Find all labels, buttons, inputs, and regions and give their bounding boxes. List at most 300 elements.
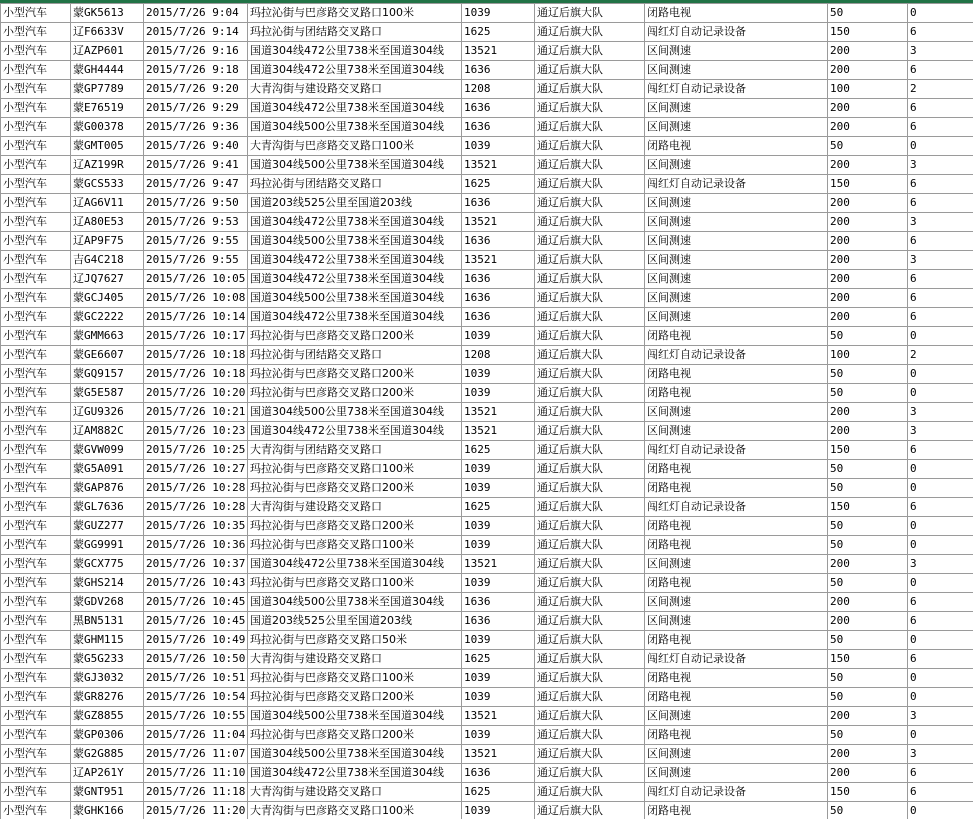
device-type-cell[interactable]: 闭路电视 [645, 365, 828, 384]
datetime-cell[interactable]: 2015/7/26 11:18 [144, 783, 248, 802]
points-cell[interactable]: 6 [908, 23, 973, 42]
datetime-cell[interactable]: 2015/7/26 10:45 [144, 612, 248, 631]
unit-cell[interactable]: 通辽后旗大队 [535, 289, 645, 308]
fine-cell[interactable]: 50 [828, 460, 908, 479]
points-cell[interactable]: 6 [908, 650, 973, 669]
device-type-cell[interactable]: 闭路电视 [645, 137, 828, 156]
fine-cell[interactable]: 50 [828, 574, 908, 593]
points-cell[interactable]: 0 [908, 574, 973, 593]
datetime-cell[interactable]: 2015/7/26 10:05 [144, 270, 248, 289]
points-cell[interactable]: 6 [908, 498, 973, 517]
vehicle-type-cell[interactable]: 小型汽车 [1, 612, 71, 631]
code-cell[interactable]: 1625 [462, 23, 535, 42]
device-type-cell[interactable]: 闭路电视 [645, 327, 828, 346]
unit-cell[interactable]: 通辽后旗大队 [535, 650, 645, 669]
fine-cell[interactable]: 150 [828, 441, 908, 460]
vehicle-type-cell[interactable]: 小型汽车 [1, 745, 71, 764]
unit-cell[interactable]: 通辽后旗大队 [535, 593, 645, 612]
plate-number-cell[interactable]: 蒙GQ9157 [71, 365, 144, 384]
vehicle-type-cell[interactable]: 小型汽车 [1, 213, 71, 232]
code-cell[interactable]: 1636 [462, 232, 535, 251]
location-cell[interactable]: 大青沟街与建设路交叉路口 [248, 650, 462, 669]
plate-number-cell[interactable]: 蒙G5A091 [71, 460, 144, 479]
unit-cell[interactable]: 通辽后旗大队 [535, 517, 645, 536]
code-cell[interactable]: 1625 [462, 783, 535, 802]
code-cell[interactable]: 13521 [462, 422, 535, 441]
fine-cell[interactable]: 50 [828, 631, 908, 650]
code-cell[interactable]: 1208 [462, 346, 535, 365]
unit-cell[interactable]: 通辽后旗大队 [535, 802, 645, 819]
datetime-cell[interactable]: 2015/7/26 10:51 [144, 669, 248, 688]
code-cell[interactable]: 13521 [462, 555, 535, 574]
unit-cell[interactable]: 通辽后旗大队 [535, 99, 645, 118]
fine-cell[interactable]: 50 [828, 4, 908, 23]
plate-number-cell[interactable]: 辽A80E53 [71, 213, 144, 232]
datetime-cell[interactable]: 2015/7/26 9:41 [144, 156, 248, 175]
location-cell[interactable]: 国道304线472公里738米至国道304线 [248, 42, 462, 61]
datetime-cell[interactable]: 2015/7/26 10:23 [144, 422, 248, 441]
code-cell[interactable]: 1039 [462, 327, 535, 346]
points-cell[interactable]: 0 [908, 4, 973, 23]
fine-cell[interactable]: 50 [828, 517, 908, 536]
datetime-cell[interactable]: 2015/7/26 10:45 [144, 593, 248, 612]
vehicle-type-cell[interactable]: 小型汽车 [1, 403, 71, 422]
points-cell[interactable]: 0 [908, 669, 973, 688]
location-cell[interactable]: 大青沟街与团结路交叉路口 [248, 441, 462, 460]
unit-cell[interactable]: 通辽后旗大队 [535, 384, 645, 403]
unit-cell[interactable]: 通辽后旗大队 [535, 764, 645, 783]
location-cell[interactable]: 国道304线472公里738米至国道304线 [248, 308, 462, 327]
device-type-cell[interactable]: 闭路电视 [645, 688, 828, 707]
device-type-cell[interactable]: 区间测速 [645, 612, 828, 631]
fine-cell[interactable]: 200 [828, 232, 908, 251]
datetime-cell[interactable]: 2015/7/26 11:04 [144, 726, 248, 745]
plate-number-cell[interactable]: 辽AM882C [71, 422, 144, 441]
datetime-cell[interactable]: 2015/7/26 10:35 [144, 517, 248, 536]
plate-number-cell[interactable]: 蒙GK5613 [71, 4, 144, 23]
location-cell[interactable]: 大青沟街与建设路交叉路口 [248, 783, 462, 802]
fine-cell[interactable]: 200 [828, 99, 908, 118]
vehicle-type-cell[interactable]: 小型汽车 [1, 479, 71, 498]
vehicle-type-cell[interactable]: 小型汽车 [1, 118, 71, 137]
vehicle-type-cell[interactable]: 小型汽车 [1, 384, 71, 403]
unit-cell[interactable]: 通辽后旗大队 [535, 4, 645, 23]
points-cell[interactable]: 3 [908, 156, 973, 175]
plate-number-cell[interactable]: 蒙E76519 [71, 99, 144, 118]
points-cell[interactable]: 3 [908, 555, 973, 574]
plate-number-cell[interactable]: 蒙GHK166 [71, 802, 144, 819]
datetime-cell[interactable]: 2015/7/26 10:49 [144, 631, 248, 650]
plate-number-cell[interactable]: 蒙G2G885 [71, 745, 144, 764]
vehicle-type-cell[interactable]: 小型汽车 [1, 517, 71, 536]
device-type-cell[interactable]: 闭路电视 [645, 574, 828, 593]
fine-cell[interactable]: 200 [828, 156, 908, 175]
datetime-cell[interactable]: 2015/7/26 10:18 [144, 365, 248, 384]
code-cell[interactable]: 1039 [462, 669, 535, 688]
plate-number-cell[interactable]: 蒙GE6607 [71, 346, 144, 365]
code-cell[interactable]: 13521 [462, 156, 535, 175]
code-cell[interactable]: 13521 [462, 251, 535, 270]
code-cell[interactable]: 1039 [462, 536, 535, 555]
code-cell[interactable]: 1636 [462, 61, 535, 80]
plate-number-cell[interactable]: 蒙GP0306 [71, 726, 144, 745]
code-cell[interactable]: 1039 [462, 137, 535, 156]
code-cell[interactable]: 1625 [462, 650, 535, 669]
location-cell[interactable]: 玛拉沁街与巴彦路交叉路口200米 [248, 479, 462, 498]
device-type-cell[interactable]: 闯红灯自动记录设备 [645, 175, 828, 194]
points-cell[interactable]: 0 [908, 384, 973, 403]
fine-cell[interactable]: 50 [828, 327, 908, 346]
unit-cell[interactable]: 通辽后旗大队 [535, 137, 645, 156]
fine-cell[interactable]: 200 [828, 42, 908, 61]
plate-number-cell[interactable]: 辽GU9326 [71, 403, 144, 422]
unit-cell[interactable]: 通辽后旗大队 [535, 270, 645, 289]
vehicle-type-cell[interactable]: 小型汽车 [1, 688, 71, 707]
points-cell[interactable]: 3 [908, 707, 973, 726]
code-cell[interactable]: 1039 [462, 574, 535, 593]
unit-cell[interactable]: 通辽后旗大队 [535, 346, 645, 365]
code-cell[interactable]: 1039 [462, 384, 535, 403]
plate-number-cell[interactable]: 黑BN5131 [71, 612, 144, 631]
unit-cell[interactable]: 通辽后旗大队 [535, 726, 645, 745]
fine-cell[interactable]: 200 [828, 61, 908, 80]
points-cell[interactable]: 0 [908, 479, 973, 498]
code-cell[interactable]: 1039 [462, 726, 535, 745]
points-cell[interactable]: 3 [908, 403, 973, 422]
fine-cell[interactable]: 200 [828, 270, 908, 289]
unit-cell[interactable]: 通辽后旗大队 [535, 156, 645, 175]
unit-cell[interactable]: 通辽后旗大队 [535, 23, 645, 42]
plate-number-cell[interactable]: 蒙GCJ405 [71, 289, 144, 308]
fine-cell[interactable]: 50 [828, 137, 908, 156]
unit-cell[interactable]: 通辽后旗大队 [535, 783, 645, 802]
plate-number-cell[interactable]: 蒙GP7789 [71, 80, 144, 99]
points-cell[interactable]: 6 [908, 270, 973, 289]
datetime-cell[interactable]: 2015/7/26 11:10 [144, 764, 248, 783]
location-cell[interactable]: 国道304线500公里738米至国道304线 [248, 232, 462, 251]
vehicle-type-cell[interactable]: 小型汽车 [1, 669, 71, 688]
plate-number-cell[interactable]: 蒙GC2222 [71, 308, 144, 327]
location-cell[interactable]: 国道304线472公里738米至国道304线 [248, 422, 462, 441]
unit-cell[interactable]: 通辽后旗大队 [535, 175, 645, 194]
code-cell[interactable]: 1039 [462, 4, 535, 23]
points-cell[interactable]: 2 [908, 346, 973, 365]
plate-number-cell[interactable]: 辽F6633V [71, 23, 144, 42]
datetime-cell[interactable]: 2015/7/26 10:54 [144, 688, 248, 707]
plate-number-cell[interactable]: 蒙GHM115 [71, 631, 144, 650]
fine-cell[interactable]: 50 [828, 688, 908, 707]
datetime-cell[interactable]: 2015/7/26 10:36 [144, 536, 248, 555]
fine-cell[interactable]: 200 [828, 707, 908, 726]
code-cell[interactable]: 1039 [462, 365, 535, 384]
unit-cell[interactable]: 通辽后旗大队 [535, 745, 645, 764]
plate-number-cell[interactable]: 蒙GUZ277 [71, 517, 144, 536]
fine-cell[interactable]: 100 [828, 346, 908, 365]
plate-number-cell[interactable]: 辽AG6V11 [71, 194, 144, 213]
points-cell[interactable]: 3 [908, 422, 973, 441]
location-cell[interactable]: 国道203线525公里至国道203线 [248, 612, 462, 631]
location-cell[interactable]: 国道304线472公里738米至国道304线 [248, 251, 462, 270]
datetime-cell[interactable]: 2015/7/26 10:43 [144, 574, 248, 593]
device-type-cell[interactable]: 区间测速 [645, 194, 828, 213]
fine-cell[interactable]: 200 [828, 593, 908, 612]
fine-cell[interactable]: 200 [828, 745, 908, 764]
points-cell[interactable]: 6 [908, 441, 973, 460]
fine-cell[interactable]: 200 [828, 251, 908, 270]
points-cell[interactable]: 3 [908, 213, 973, 232]
plate-number-cell[interactable]: 蒙GMT005 [71, 137, 144, 156]
fine-cell[interactable]: 200 [828, 118, 908, 137]
fine-cell[interactable]: 200 [828, 403, 908, 422]
unit-cell[interactable]: 通辽后旗大队 [535, 460, 645, 479]
device-type-cell[interactable]: 区间测速 [645, 555, 828, 574]
unit-cell[interactable]: 通辽后旗大队 [535, 479, 645, 498]
plate-number-cell[interactable]: 蒙GDV268 [71, 593, 144, 612]
vehicle-type-cell[interactable]: 小型汽车 [1, 555, 71, 574]
location-cell[interactable]: 大青沟街与巴彦路交叉路口100米 [248, 802, 462, 819]
unit-cell[interactable]: 通辽后旗大队 [535, 707, 645, 726]
device-type-cell[interactable]: 闭路电视 [645, 4, 828, 23]
code-cell[interactable]: 1636 [462, 593, 535, 612]
device-type-cell[interactable]: 区间测速 [645, 156, 828, 175]
location-cell[interactable]: 玛拉沁街与巴彦路交叉路口100米 [248, 460, 462, 479]
location-cell[interactable]: 国道203线525公里至国道203线 [248, 194, 462, 213]
datetime-cell[interactable]: 2015/7/26 9:36 [144, 118, 248, 137]
vehicle-type-cell[interactable]: 小型汽车 [1, 441, 71, 460]
points-cell[interactable]: 0 [908, 517, 973, 536]
device-type-cell[interactable]: 区间测速 [645, 118, 828, 137]
plate-number-cell[interactable]: 蒙G00378 [71, 118, 144, 137]
datetime-cell[interactable]: 2015/7/26 9:53 [144, 213, 248, 232]
plate-number-cell[interactable]: 辽AZ199R [71, 156, 144, 175]
fine-cell[interactable]: 200 [828, 194, 908, 213]
points-cell[interactable]: 3 [908, 251, 973, 270]
device-type-cell[interactable]: 区间测速 [645, 270, 828, 289]
points-cell[interactable]: 6 [908, 175, 973, 194]
code-cell[interactable]: 1625 [462, 498, 535, 517]
points-cell[interactable]: 6 [908, 118, 973, 137]
vehicle-type-cell[interactable]: 小型汽车 [1, 327, 71, 346]
points-cell[interactable]: 6 [908, 612, 973, 631]
code-cell[interactable]: 1636 [462, 289, 535, 308]
fine-cell[interactable]: 50 [828, 536, 908, 555]
location-cell[interactable]: 玛拉沁街与团结路交叉路口 [248, 23, 462, 42]
datetime-cell[interactable]: 2015/7/26 10:37 [144, 555, 248, 574]
device-type-cell[interactable]: 闭路电视 [645, 479, 828, 498]
fine-cell[interactable]: 150 [828, 175, 908, 194]
datetime-cell[interactable]: 2015/7/26 9:16 [144, 42, 248, 61]
points-cell[interactable]: 6 [908, 308, 973, 327]
points-cell[interactable]: 6 [908, 593, 973, 612]
code-cell[interactable]: 1636 [462, 612, 535, 631]
datetime-cell[interactable]: 2015/7/26 10:17 [144, 327, 248, 346]
code-cell[interactable]: 1039 [462, 460, 535, 479]
plate-number-cell[interactable]: 蒙GVW099 [71, 441, 144, 460]
fine-cell[interactable]: 200 [828, 612, 908, 631]
fine-cell[interactable]: 50 [828, 726, 908, 745]
vehicle-type-cell[interactable]: 小型汽车 [1, 61, 71, 80]
points-cell[interactable]: 0 [908, 536, 973, 555]
plate-number-cell[interactable]: 蒙GG9991 [71, 536, 144, 555]
code-cell[interactable]: 13521 [462, 42, 535, 61]
location-cell[interactable]: 玛拉沁街与巴彦路交叉路口200米 [248, 327, 462, 346]
location-cell[interactable]: 国道304线472公里738米至国道304线 [248, 555, 462, 574]
location-cell[interactable]: 玛拉沁街与巴彦路交叉路口100米 [248, 536, 462, 555]
device-type-cell[interactable]: 区间测速 [645, 422, 828, 441]
unit-cell[interactable]: 通辽后旗大队 [535, 42, 645, 61]
unit-cell[interactable]: 通辽后旗大队 [535, 555, 645, 574]
vehicle-type-cell[interactable]: 小型汽车 [1, 251, 71, 270]
device-type-cell[interactable]: 区间测速 [645, 42, 828, 61]
code-cell[interactable]: 1208 [462, 80, 535, 99]
device-type-cell[interactable]: 区间测速 [645, 403, 828, 422]
vehicle-type-cell[interactable]: 小型汽车 [1, 422, 71, 441]
code-cell[interactable]: 13521 [462, 403, 535, 422]
vehicle-type-cell[interactable]: 小型汽车 [1, 650, 71, 669]
unit-cell[interactable]: 通辽后旗大队 [535, 669, 645, 688]
code-cell[interactable]: 1636 [462, 270, 535, 289]
vehicle-type-cell[interactable]: 小型汽车 [1, 764, 71, 783]
unit-cell[interactable]: 通辽后旗大队 [535, 365, 645, 384]
points-cell[interactable]: 0 [908, 460, 973, 479]
code-cell[interactable]: 1636 [462, 194, 535, 213]
points-cell[interactable]: 6 [908, 99, 973, 118]
plate-number-cell[interactable]: 吉G4C218 [71, 251, 144, 270]
location-cell[interactable]: 玛拉沁街与巴彦路交叉路口200米 [248, 688, 462, 707]
vehicle-type-cell[interactable]: 小型汽车 [1, 536, 71, 555]
device-type-cell[interactable]: 区间测速 [645, 61, 828, 80]
vehicle-type-cell[interactable]: 小型汽车 [1, 194, 71, 213]
code-cell[interactable]: 1039 [462, 631, 535, 650]
unit-cell[interactable]: 通辽后旗大队 [535, 80, 645, 99]
unit-cell[interactable]: 通辽后旗大队 [535, 498, 645, 517]
fine-cell[interactable]: 50 [828, 669, 908, 688]
unit-cell[interactable]: 通辽后旗大队 [535, 327, 645, 346]
datetime-cell[interactable]: 2015/7/26 9:20 [144, 80, 248, 99]
unit-cell[interactable]: 通辽后旗大队 [535, 631, 645, 650]
vehicle-type-cell[interactable]: 小型汽车 [1, 137, 71, 156]
fine-cell[interactable]: 150 [828, 783, 908, 802]
plate-number-cell[interactable]: 蒙GJ3032 [71, 669, 144, 688]
plate-number-cell[interactable]: 蒙G5G233 [71, 650, 144, 669]
location-cell[interactable]: 国道304线472公里738米至国道304线 [248, 61, 462, 80]
location-cell[interactable]: 玛拉沁街与巴彦路交叉路口100米 [248, 669, 462, 688]
device-type-cell[interactable]: 闭路电视 [645, 384, 828, 403]
plate-number-cell[interactable]: 蒙GMM663 [71, 327, 144, 346]
device-type-cell[interactable]: 闯红灯自动记录设备 [645, 498, 828, 517]
fine-cell[interactable]: 150 [828, 23, 908, 42]
unit-cell[interactable]: 通辽后旗大队 [535, 441, 645, 460]
device-type-cell[interactable]: 区间测速 [645, 745, 828, 764]
location-cell[interactable]: 玛拉沁街与团结路交叉路口 [248, 346, 462, 365]
points-cell[interactable]: 0 [908, 365, 973, 384]
fine-cell[interactable]: 50 [828, 802, 908, 819]
location-cell[interactable]: 国道304线500公里738米至国道304线 [248, 707, 462, 726]
location-cell[interactable]: 大青沟街与建设路交叉路口 [248, 498, 462, 517]
vehicle-type-cell[interactable]: 小型汽车 [1, 707, 71, 726]
code-cell[interactable]: 1636 [462, 308, 535, 327]
location-cell[interactable]: 大青沟街与巴彦路交叉路口100米 [248, 137, 462, 156]
code-cell[interactable]: 1636 [462, 764, 535, 783]
datetime-cell[interactable]: 2015/7/26 10:08 [144, 289, 248, 308]
device-type-cell[interactable]: 闭路电视 [645, 726, 828, 745]
device-type-cell[interactable]: 闭路电视 [645, 669, 828, 688]
location-cell[interactable]: 国道304线500公里738米至国道304线 [248, 593, 462, 612]
code-cell[interactable]: 1039 [462, 688, 535, 707]
datetime-cell[interactable]: 2015/7/26 9:29 [144, 99, 248, 118]
device-type-cell[interactable]: 闭路电视 [645, 517, 828, 536]
vehicle-type-cell[interactable]: 小型汽车 [1, 802, 71, 819]
datetime-cell[interactable]: 2015/7/26 11:20 [144, 802, 248, 819]
location-cell[interactable]: 玛拉沁街与巴彦路交叉路口200米 [248, 726, 462, 745]
points-cell[interactable]: 3 [908, 745, 973, 764]
datetime-cell[interactable]: 2015/7/26 9:40 [144, 137, 248, 156]
datetime-cell[interactable]: 2015/7/26 10:21 [144, 403, 248, 422]
plate-number-cell[interactable]: 辽AZP601 [71, 42, 144, 61]
vehicle-type-cell[interactable]: 小型汽车 [1, 365, 71, 384]
plate-number-cell[interactable]: 蒙G5E587 [71, 384, 144, 403]
points-cell[interactable]: 0 [908, 631, 973, 650]
code-cell[interactable]: 1039 [462, 517, 535, 536]
code-cell[interactable]: 1039 [462, 802, 535, 819]
plate-number-cell[interactable]: 蒙GAP876 [71, 479, 144, 498]
datetime-cell[interactable]: 2015/7/26 9:04 [144, 4, 248, 23]
fine-cell[interactable]: 150 [828, 650, 908, 669]
datetime-cell[interactable]: 2015/7/26 10:27 [144, 460, 248, 479]
unit-cell[interactable]: 通辽后旗大队 [535, 612, 645, 631]
datetime-cell[interactable]: 2015/7/26 9:18 [144, 61, 248, 80]
code-cell[interactable]: 1636 [462, 118, 535, 137]
vehicle-type-cell[interactable]: 小型汽车 [1, 460, 71, 479]
device-type-cell[interactable]: 区间测速 [645, 308, 828, 327]
device-type-cell[interactable]: 闭路电视 [645, 802, 828, 819]
plate-number-cell[interactable]: 蒙GHS214 [71, 574, 144, 593]
location-cell[interactable]: 玛拉沁街与巴彦路交叉路口200米 [248, 384, 462, 403]
device-type-cell[interactable]: 闯红灯自动记录设备 [645, 783, 828, 802]
datetime-cell[interactable]: 2015/7/26 10:28 [144, 498, 248, 517]
fine-cell[interactable]: 200 [828, 213, 908, 232]
points-cell[interactable]: 2 [908, 80, 973, 99]
vehicle-type-cell[interactable]: 小型汽车 [1, 232, 71, 251]
points-cell[interactable]: 6 [908, 232, 973, 251]
points-cell[interactable]: 6 [908, 783, 973, 802]
device-type-cell[interactable]: 区间测速 [645, 251, 828, 270]
plate-number-cell[interactable]: 蒙GL7636 [71, 498, 144, 517]
unit-cell[interactable]: 通辽后旗大队 [535, 118, 645, 137]
points-cell[interactable]: 0 [908, 802, 973, 819]
device-type-cell[interactable]: 区间测速 [645, 764, 828, 783]
datetime-cell[interactable]: 2015/7/26 10:55 [144, 707, 248, 726]
fine-cell[interactable]: 50 [828, 365, 908, 384]
datetime-cell[interactable]: 2015/7/26 10:20 [144, 384, 248, 403]
device-type-cell[interactable]: 闯红灯自动记录设备 [645, 23, 828, 42]
points-cell[interactable]: 3 [908, 42, 973, 61]
code-cell[interactable]: 1039 [462, 479, 535, 498]
code-cell[interactable]: 1625 [462, 175, 535, 194]
vehicle-type-cell[interactable]: 小型汽车 [1, 99, 71, 118]
device-type-cell[interactable]: 区间测速 [645, 232, 828, 251]
location-cell[interactable]: 玛拉沁街与巴彦路交叉路口200米 [248, 517, 462, 536]
unit-cell[interactable]: 通辽后旗大队 [535, 213, 645, 232]
vehicle-type-cell[interactable]: 小型汽车 [1, 175, 71, 194]
fine-cell[interactable]: 50 [828, 384, 908, 403]
device-type-cell[interactable]: 闭路电视 [645, 536, 828, 555]
location-cell[interactable]: 玛拉沁街与巴彦路交叉路口200米 [248, 365, 462, 384]
plate-number-cell[interactable]: 蒙GCX775 [71, 555, 144, 574]
device-type-cell[interactable]: 区间测速 [645, 213, 828, 232]
location-cell[interactable]: 玛拉沁街与巴彦路交叉路口50米 [248, 631, 462, 650]
fine-cell[interactable]: 200 [828, 308, 908, 327]
